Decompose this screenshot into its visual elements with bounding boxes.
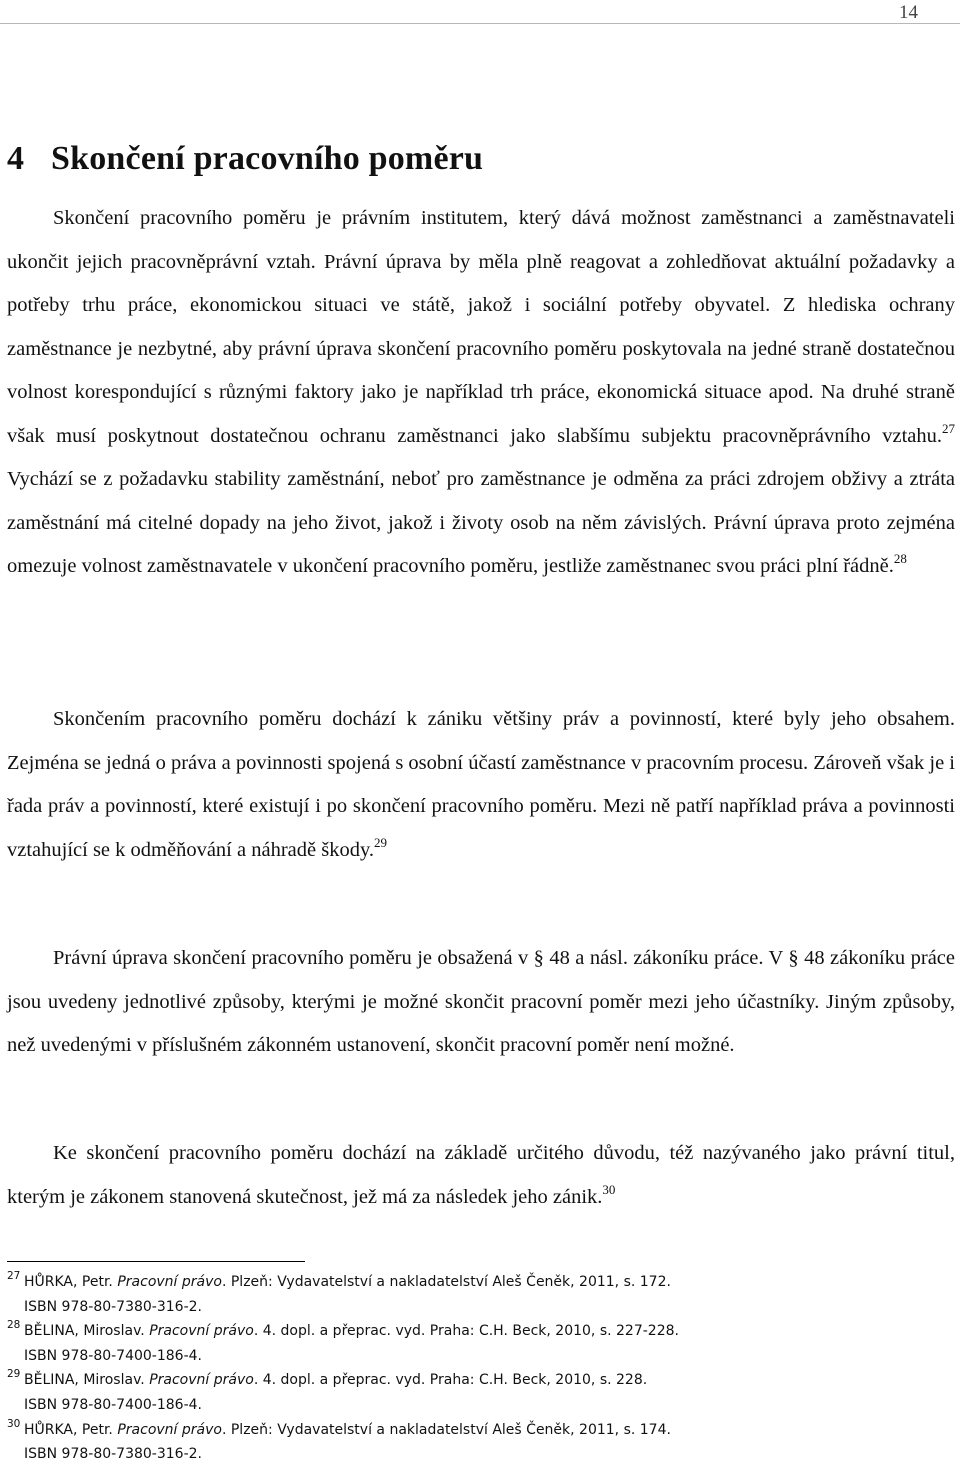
footnote-title: Pracovní právo — [149, 1323, 254, 1340]
footnote-isbn: ISBN 978-80-7380-316-2. — [24, 1446, 202, 1463]
footnote-author: HŮRKA, Petr. — [24, 1421, 118, 1438]
chapter-heading — [7, 140, 483, 178]
footnote-30: $^{30}$ HŮRKA, Petr. Pracovní právo. Plzeň: Vydavatelství a nakladatelství Aleš Čeněk, 2011, s. 174. ISBN 978-80-7380-316-2. — [7, 1418, 947, 1467]
chapter-title: Skončení pracovního poměru — [51, 140, 484, 177]
footnotes — [7, 1270, 947, 1467]
footnote-title: Pracovní právo — [117, 1421, 222, 1438]
footnote-ref-28[interactable]: 28 — [893, 551, 907, 566]
footnote-details: . 4. dopl. a přeprac. vyd. Praha: C.H. Beck, 2010, s. 227-228. — [253, 1323, 679, 1340]
paragraph-1-text-a: Skončení pracovního poměru je právním institutem, který dává možnost zaměstnanci a zaměstnavateli ukončit jejich pracovněprávní vztah. Právní úprava by měla plně reagovat a zohledňovat aktuální požadavky a potřeby trhu práce, ekonomickou situaci ve státě, jakož i sociální potřeby obyvatel. Z hlediska ochrany zaměstnance je nezbytné, aby právní úprava skončení pracovního poměru poskytovala na jedné straně dostatečnou volnost korespondující s různými faktory jako je například trh práce, ekonomická situace apod. Na druhé straně však musí poskytnout dostatečnou ochranu zaměstnanci jako slabšímu subjektu pracovněprávního vztahu. — [7, 207, 955, 447]
footnote-author: BĚLINA, Miroslav. — [24, 1323, 150, 1340]
footnote-29: $^{29}$ BĚLINA, Miroslav. Pracovní právo. 4. dopl. a přeprac. vyd. Praha: C.H. Beck, 2010, s. 228. ISBN 978-80-7400-186-4. — [7, 1368, 947, 1417]
page-number: 14 — [899, 2, 918, 23]
footnote-isbn: ISBN 978-80-7400-186-4. — [24, 1347, 202, 1364]
footnote-details: . Plzeň: Vydavatelství a nakladatelství Aleš Čeněk, 2011, s. 172. — [221, 1274, 671, 1290]
footnote-details: . 4. dopl. a přeprac. vyd. Praha: C.H. Beck, 2010, s. 228. — [253, 1372, 648, 1389]
paragraph-2 — [7, 698, 955, 872]
footnote-isbn: ISBN 978-80-7400-186-4. — [24, 1396, 202, 1413]
footnote-details: . Plzeň: Vydavatelství a nakladatelství Aleš Čeněk, 2011, s. 174. — [221, 1421, 671, 1438]
header-divider — [0, 23, 960, 24]
paragraph-3-text: Právní úprava skončení pracovního poměru je obsažená v § 48 a násl. zákoníku práce. V § 48 zákoníku práce jsou uvedeny jednotlivé způsoby, kterými je možné skončit pracovní poměr mezi jeho účastníky. Jiným způsoby, než uvedenými v příslušném zákonném ustanovení, skončit pracovní poměr není možné. — [7, 947, 955, 1056]
footnote-ref-30[interactable]: 30 — [602, 1181, 616, 1197]
footnote-author: BĚLINA, Miroslav. — [24, 1372, 150, 1389]
footnote-title: Pracovní právo — [149, 1372, 254, 1389]
footnote-ref-27[interactable]: 27 — [942, 420, 955, 436]
chapter-number: 4 — [7, 140, 25, 177]
footnote-28: $^{28}$ BĚLINA, Miroslav. Pracovní právo. 4. dopl. a přeprac. vyd. Praha: C.H. Beck, 2010, s. 227-228. ISBN 978-80-7400-186-4. — [7, 1319, 947, 1368]
paragraph-1-text-b: Vychází se z požadavku stability zaměstnání, neboť pro zaměstnance je odměna za práci zdrojem obživy a ztráta zaměstnání má citelné dopady na jeho život, jakož i životy osob na něm závislých. Právní úprava proto zejména omezuje volnost zaměstnavatele v ukončení pracovního poměru, jestliže zaměstnanec svou práci plní řádně. — [7, 468, 955, 577]
footnote-isbn: ISBN 978-80-7380-316-2. — [24, 1298, 202, 1315]
footnote-author: HŮRKA, Petr. — [24, 1274, 118, 1290]
paragraph-3 — [7, 937, 955, 1068]
paragraph-1 — [7, 197, 955, 589]
paragraph-4-text: Ke skončení pracovního poměru dochází na základě určitého důvodu, též nazývaného jako právní titul, kterým je zákonem stanovená skutečnost, jež má za následek jeho zánik. — [7, 1142, 955, 1208]
footnote-title: Pracovní právo — [117, 1274, 222, 1290]
footnote-27: $^{27}$ HŮRKA, Petr. Pracovní právo. Plzeň: Vydavatelství a nakladatelství Aleš Čeněk, 2011, s. 172. ISBN 978-80-7380-316-2. — [7, 1270, 947, 1319]
paragraph-2-text: Skončením pracovního poměru dochází k zániku většiny práv a povinností, které byly jeho obsahem. Zejména se jedná o práva a povinnosti spojená s osobní účastí zaměstnance v pracovním procesu. Zároveň však je i řada práv a povinností, které existují i po skončení pracovního poměru. Mezi ně patří například práva a povinnosti vztahující se k odměňování a náhradě škody. — [7, 708, 955, 861]
paragraph-4 — [7, 1132, 955, 1219]
footnote-separator — [7, 1261, 305, 1262]
footnote-ref-29[interactable]: 29 — [374, 834, 387, 850]
